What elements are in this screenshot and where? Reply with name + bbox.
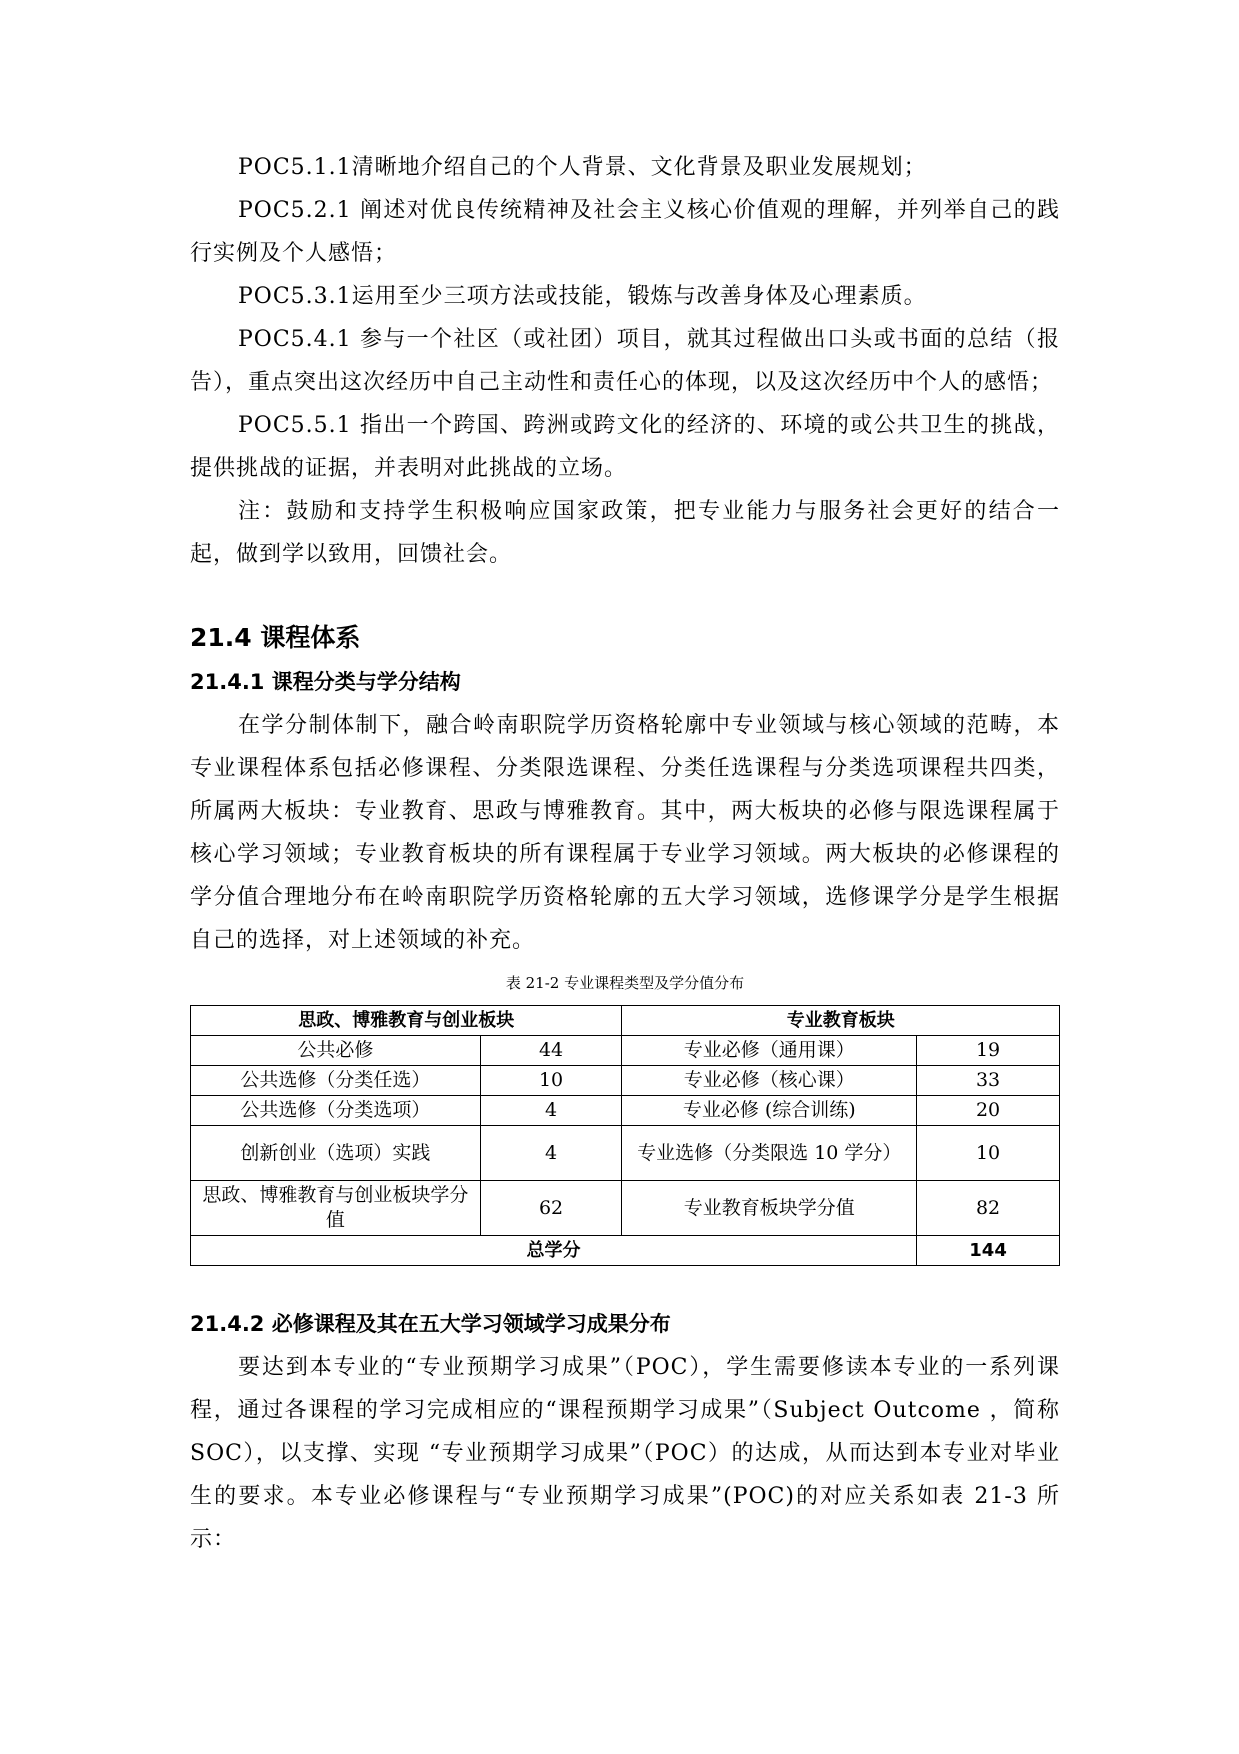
table-cell: 19 (917, 1036, 1060, 1066)
credit-distribution-table (190, 1005, 1060, 1266)
table-cell: 44 (480, 1036, 622, 1066)
table-caption: 表 21-2 专业课程类型及学分值分布 (505, 974, 745, 992)
table-cell: 33 (917, 1066, 1060, 1096)
poc-5-5-1: POC5.5.1 指出一个跨国、跨洲或跨文化的经济的、环境的或公共卫生的挑战，提供挑战的证据，并表明对此挑战的立场。 (190, 413, 1060, 481)
table-row (191, 1066, 1060, 1096)
table-cell: 82 (917, 1181, 1060, 1236)
table-header: 思政、博雅教育与创业板块 (191, 1006, 622, 1036)
table-header: 专业教育板块 (622, 1006, 1060, 1036)
table-cell: 62 (480, 1181, 622, 1236)
table-row (191, 1096, 1060, 1126)
table-cell: 公共选修（分类选项） (191, 1096, 481, 1126)
section-heading-21-4: 21.4 课程体系 (190, 623, 361, 652)
table-cell: 10 (480, 1066, 622, 1096)
table-cell: 专业必修（通用课） (622, 1036, 917, 1066)
poc-5-1-1: POC5.1.1清晰地介绍自己的个人背景、文化背景及职业发展规划； (238, 155, 927, 180)
subsection-heading-21-4-2: 21.4.2 必修课程及其在五大学习领域学习成果分布 (190, 1312, 671, 1336)
note-paragraph: 注：鼓励和支持学生积极响应国家政策，把专业能力与服务社会更好的结合一起，做到学以致用，回馈社会。 (190, 499, 1060, 567)
course-structure-paragraph: 在学分制体制下，融合岭南职院学历资格轮廓中专业领域与核心领域的范畴，本专业课程体系包括必修课程、分类限选课程、分类任选课程与分类选项课程共四类，所属两大板块：专业教育、思政与博雅教育。其中，两大板块的必修与限选课程属于核心学习领域；专业教育板块的所有课程属于专业学习领域。两大板块的必修课程的学分值合理地分布在岭南职院学历资格轮廓的五大学习领域，选修课学分是学生根据自己的选择，对上述领域的补充。 (190, 713, 1060, 953)
table-cell: 创新创业（选项）实践 (191, 1126, 481, 1181)
table-cell: 20 (917, 1096, 1060, 1126)
table-total-row (191, 1236, 1060, 1266)
poc-5-2-1: POC5.2.1 阐述对优良传统精神及社会主义核心价值观的理解，并列举自己的践行实例及个人感悟； (190, 198, 1060, 266)
table-cell: 公共选修（分类任选） (191, 1066, 481, 1096)
table-cell: 4 (480, 1096, 622, 1126)
subsection-heading-21-4-1: 21.4.1 课程分类与学分结构 (190, 670, 461, 694)
table-cell: 公共必修 (191, 1036, 481, 1066)
table-cell: 专业教育板块学分值 (622, 1181, 917, 1236)
poc-5-3-1: POC5.3.1运用至少三项方法或技能，锻炼与改善身体及心理素质。 (238, 284, 927, 309)
table-row (191, 1126, 1060, 1181)
table-cell: 4 (480, 1126, 622, 1181)
table-row (191, 1181, 1060, 1236)
table-cell: 10 (917, 1126, 1060, 1181)
table-header-row (191, 1006, 1060, 1036)
table-cell: 思政、博雅教育与创业板块学分值 (191, 1181, 481, 1236)
total-label: 总学分 (191, 1236, 917, 1266)
total-value: 144 (917, 1236, 1060, 1266)
table-cell: 专业必修 (综合训练) (622, 1096, 917, 1126)
table-row (191, 1036, 1060, 1066)
table-cell: 专业必修（核心课） (622, 1066, 917, 1096)
document-page (190, 146, 1060, 1561)
required-courses-paragraph: 要达到本专业的“专业预期学习成果”（POC），学生需要修读本专业的一系列课程，通过各课程的学习完成相应的“课程预期学习成果”（Subject Outcome ，简称 SOC），以支撑、实现 “专业预期学习成果”（POC）的达成，从而达到本专业对毕业生的要求。本专业必修课程与“专业预期学习成果”(POC)的对应关系如表 21-3 所示： (190, 1355, 1060, 1552)
table-cell: 专业选修（分类限选 10 学分） (622, 1126, 917, 1181)
poc-5-4-1: POC5.4.1 参与一个社区（或社团）项目，就其过程做出口头或书面的总结（报告），重点突出这次经历中自己主动性和责任心的体现，以及这次经历中个人的感悟； (190, 327, 1060, 395)
